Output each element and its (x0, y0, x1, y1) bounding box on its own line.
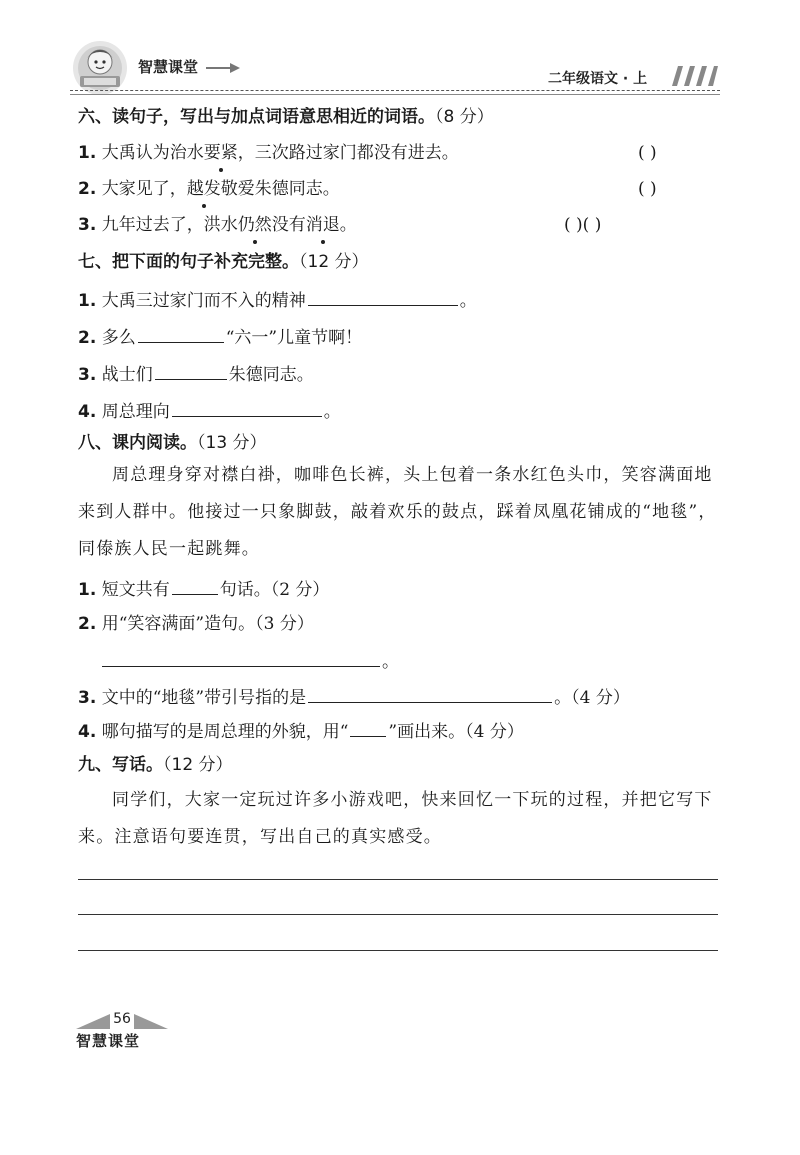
section-7-item-2: 2. 多么 “六一”儿童节啊！ (78, 324, 362, 350)
section-7-item-4: 4. 周总理向 。 (78, 398, 341, 424)
dotted-word: 消退 (305, 215, 340, 235)
footer-brand: 智慧课堂 (76, 1032, 141, 1050)
header-rule-2 (70, 94, 720, 95)
answer-paren-1[interactable]: ( ) (638, 143, 657, 163)
arrow-icon (206, 62, 242, 74)
header (70, 38, 720, 98)
dotted-word: 仍然 (237, 215, 272, 235)
mascot-logo-icon (70, 38, 130, 96)
footer (76, 1012, 196, 1052)
fill-blank[interactable] (172, 398, 322, 417)
section-8-q2: 2. 用“笑容满面”造句。（3 分） (78, 614, 314, 634)
section-6-item-3: 3. 九年过去了，洪水仍然没有消退。 (78, 215, 357, 235)
section-8-q4: 4. 哪句描写的是周总理的外貌，用“ ”画出来。（4 分） (78, 718, 524, 744)
section-7-title: 七、把下面的句子补充完整。（12 分） (78, 252, 369, 272)
writing-line[interactable] (78, 914, 718, 915)
fill-blank[interactable] (308, 287, 458, 306)
dotted-word: 要紧 (203, 143, 238, 163)
fill-blank[interactable] (350, 718, 386, 737)
subject-label: 二年级语文 · 上 (548, 71, 648, 87)
section-8-title: 八、课内阅读。（13 分） (78, 433, 267, 453)
brand-title: 智慧课堂 (138, 58, 199, 76)
header-rule (70, 90, 720, 91)
section-6-item-2: 2. 大家见了，越发敬爱朱德同志。 (78, 179, 340, 199)
section-6 (78, 105, 728, 245)
reading-passage: 周总理身穿对襟白褂，咖啡色长裤，头上包着一条水红色头巾，笑容满面地来到人群中。他接过一只象脚鼓，敲着欢乐的鼓点，踩着凤凰花铺成的“地毯”，同傣族人民一起跳舞。 (78, 465, 717, 559)
fill-blank[interactable] (102, 648, 380, 667)
fill-blank[interactable] (172, 576, 218, 595)
section-6-item-1: 1. 大禹认为治水要紧，三次路过家门都没有进去。 (78, 143, 459, 163)
section-7 (78, 250, 728, 430)
section-7-item-1: 1. 大禹三过家门而不入的精神 。 (78, 287, 477, 313)
answer-paren-3[interactable]: ( )( ) (564, 215, 602, 235)
section-7-item-3: 3. 战士们 朱德同志。 (78, 361, 314, 387)
writing-line[interactable] (78, 879, 718, 880)
stripes-icon (664, 66, 718, 86)
fill-blank[interactable] (308, 684, 552, 703)
section-9-title: 九、写话。（12 分） (78, 755, 233, 775)
page-number: 56 (113, 1011, 131, 1027)
fill-blank[interactable] (155, 361, 227, 380)
writing-line[interactable] (78, 950, 718, 951)
section-6-title: 六、读句子，写出与加点词语意思相近的词语。（8 分） (78, 107, 494, 127)
section-8-q2-answer: 。 (100, 648, 399, 674)
section-8-q1: 1. 短文共有 句话。（2 分） (78, 576, 329, 602)
writing-prompt: 同学们，大家一定玩过许多小游戏吧，快来回忆一下玩的过程，并把它写下来。注意语句要连贯，写出自己的真实感受。 (78, 790, 713, 847)
fill-blank[interactable] (138, 324, 224, 343)
section-8-q3: 3. 文中的“地毯”带引号指的是 。（4 分） (78, 684, 630, 710)
dotted-word: 越发 (186, 179, 221, 199)
answer-paren-2[interactable]: ( ) (638, 179, 657, 199)
